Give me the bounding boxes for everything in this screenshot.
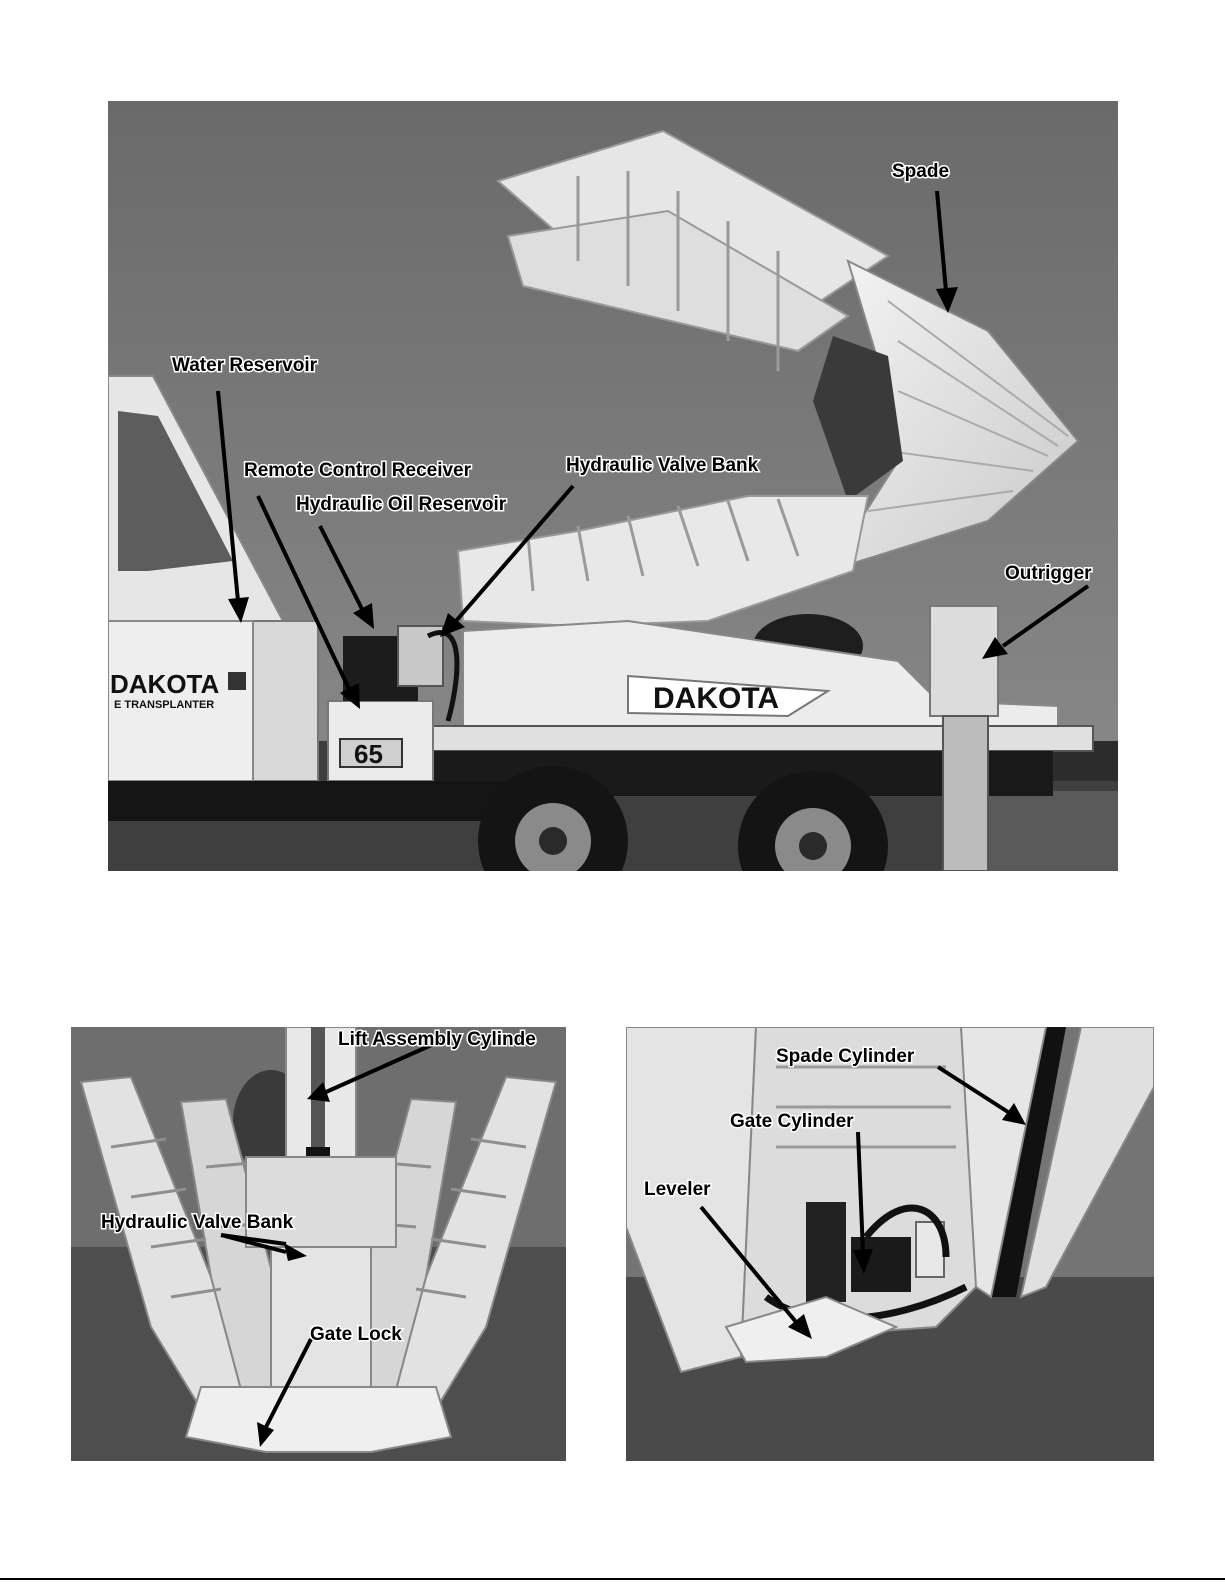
spade-cylinder-closeup-image [626,1027,1154,1461]
label-outrigger: Outrigger [1005,563,1092,584]
label-lift-assembly-cylinder: Lift Assembly Cylinde [338,1029,536,1050]
top-photo [108,101,1118,871]
boom-brand-text: DAKOTA [653,682,780,715]
label-remote-control-receiver: Remote Control Receiver [244,460,472,481]
label-gate-cylinder: Gate Cylinder [730,1111,854,1132]
label-spade-cylinder: Spade Cylinder [776,1046,915,1067]
spade-front-view-image [71,1027,566,1461]
cab-sub-text: E TRANSPLANTER [114,699,215,711]
label-hydraulic-valve-bank: Hydraulic Valve Bank [101,1212,294,1233]
page-bottom-rule [0,1578,1225,1580]
label-gate-lock: Gate Lock [310,1324,402,1345]
tree-spade-truck-image [108,101,1118,871]
bottom-right-photo [626,1027,1154,1461]
model-number-text: 65 [354,739,383,769]
label-leveler: Leveler [644,1179,711,1200]
label-water-reservoir: Water Reservoir [172,355,318,376]
bottom-left-photo [71,1027,566,1461]
label-spade: Spade [892,161,950,182]
label-hydraulic-oil-reservoir: Hydraulic Oil Reservoir [296,494,507,515]
label-hydraulic-valve-bank: Hydraulic Valve Bank [566,455,759,476]
cab-brand-text: DAKOTA [110,669,220,699]
